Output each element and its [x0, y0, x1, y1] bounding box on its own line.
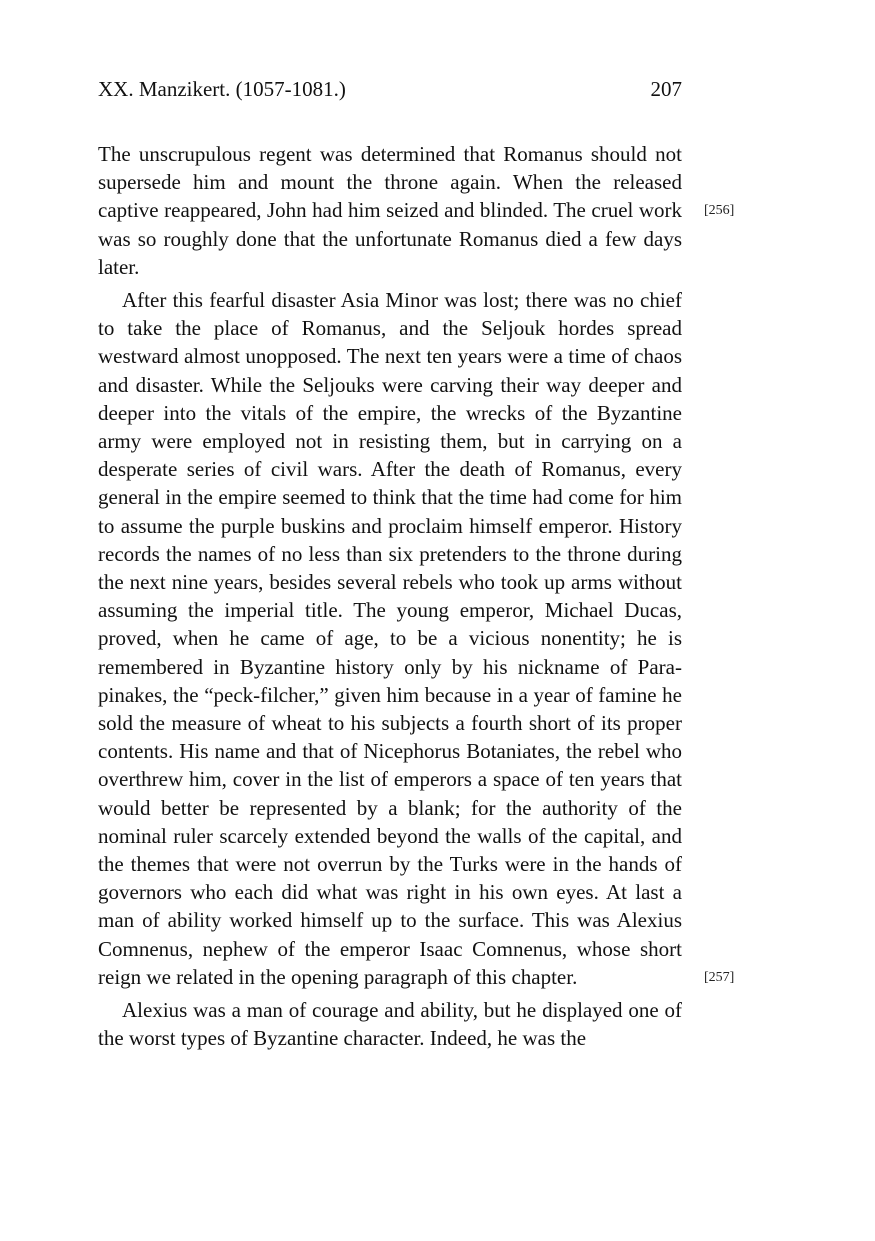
page-marker-257: [257]: [704, 970, 735, 985]
running-header: [98, 76, 682, 102]
chapter-title: XX. Manzikert. (1057-1081.): [98, 77, 346, 101]
body-text: [98, 140, 682, 1058]
page-number: 207: [650, 77, 682, 101]
paragraph: The unscrupulous regent was determined that Romanus should not supersede him and mount the throne again. When the released captive reappeared, John had him seized and blinded. The cruel work was so roughly done that the unfortunate Romanus died a few days later.: [98, 142, 682, 279]
paragraph: Alexius was a man of courage and ability, but he displayed one of the worst types of Byzantine character. Indeed, he was the: [98, 998, 682, 1051]
page-marker-256: [256]: [704, 203, 735, 218]
paragraph: After this fearful disaster Asia Minor was lost; there was no chief to take the place of Romanus, and the Seljouk hordes spread westward almost unopposed. The next ten years were a time of chaos and disaster. While the Seljouks were carving their way deeper and deeper into the vitals of the empire, the wrecks of the Byzantine army were employed not in resisting them, but in carrying on a desperate series of civil wars. After the death of Romanus, every general in the empire seemed to think that the time had come for him to assume the purple buskins and proclaim himself emperor. History records the names of no less than six pretenders to the throne during the next nine years, besides several rebels who took up arms without assuming the imperial title. The young emperor, Michael Ducas, proved, when he came of age, to be a vicious nonentity; he is remembered in Byzantine history only by his nickname of Para-pinakes, the “peck-filcher,” given him because in a year of famine he sold the measure of wheat to his subjects a fourth short of its proper contents. His name and that of Nicephorus Botaniates, the rebel who overthrew him, cover in the list of emperors a space of ten years that would better be represented by a blank; for the authority of the nominal ruler scarcely extended beyond the walls of the capital, and the themes that were not overrun by the Turks were in the hands of governors who each did what was right in his own eyes. At last a man of ability worked himself up to the surface. This was Alexius Comnenus, nephew of the emperor Isaac Comnenus, whose short reign we related in the opening paragraph of this chapter.: [98, 288, 682, 989]
